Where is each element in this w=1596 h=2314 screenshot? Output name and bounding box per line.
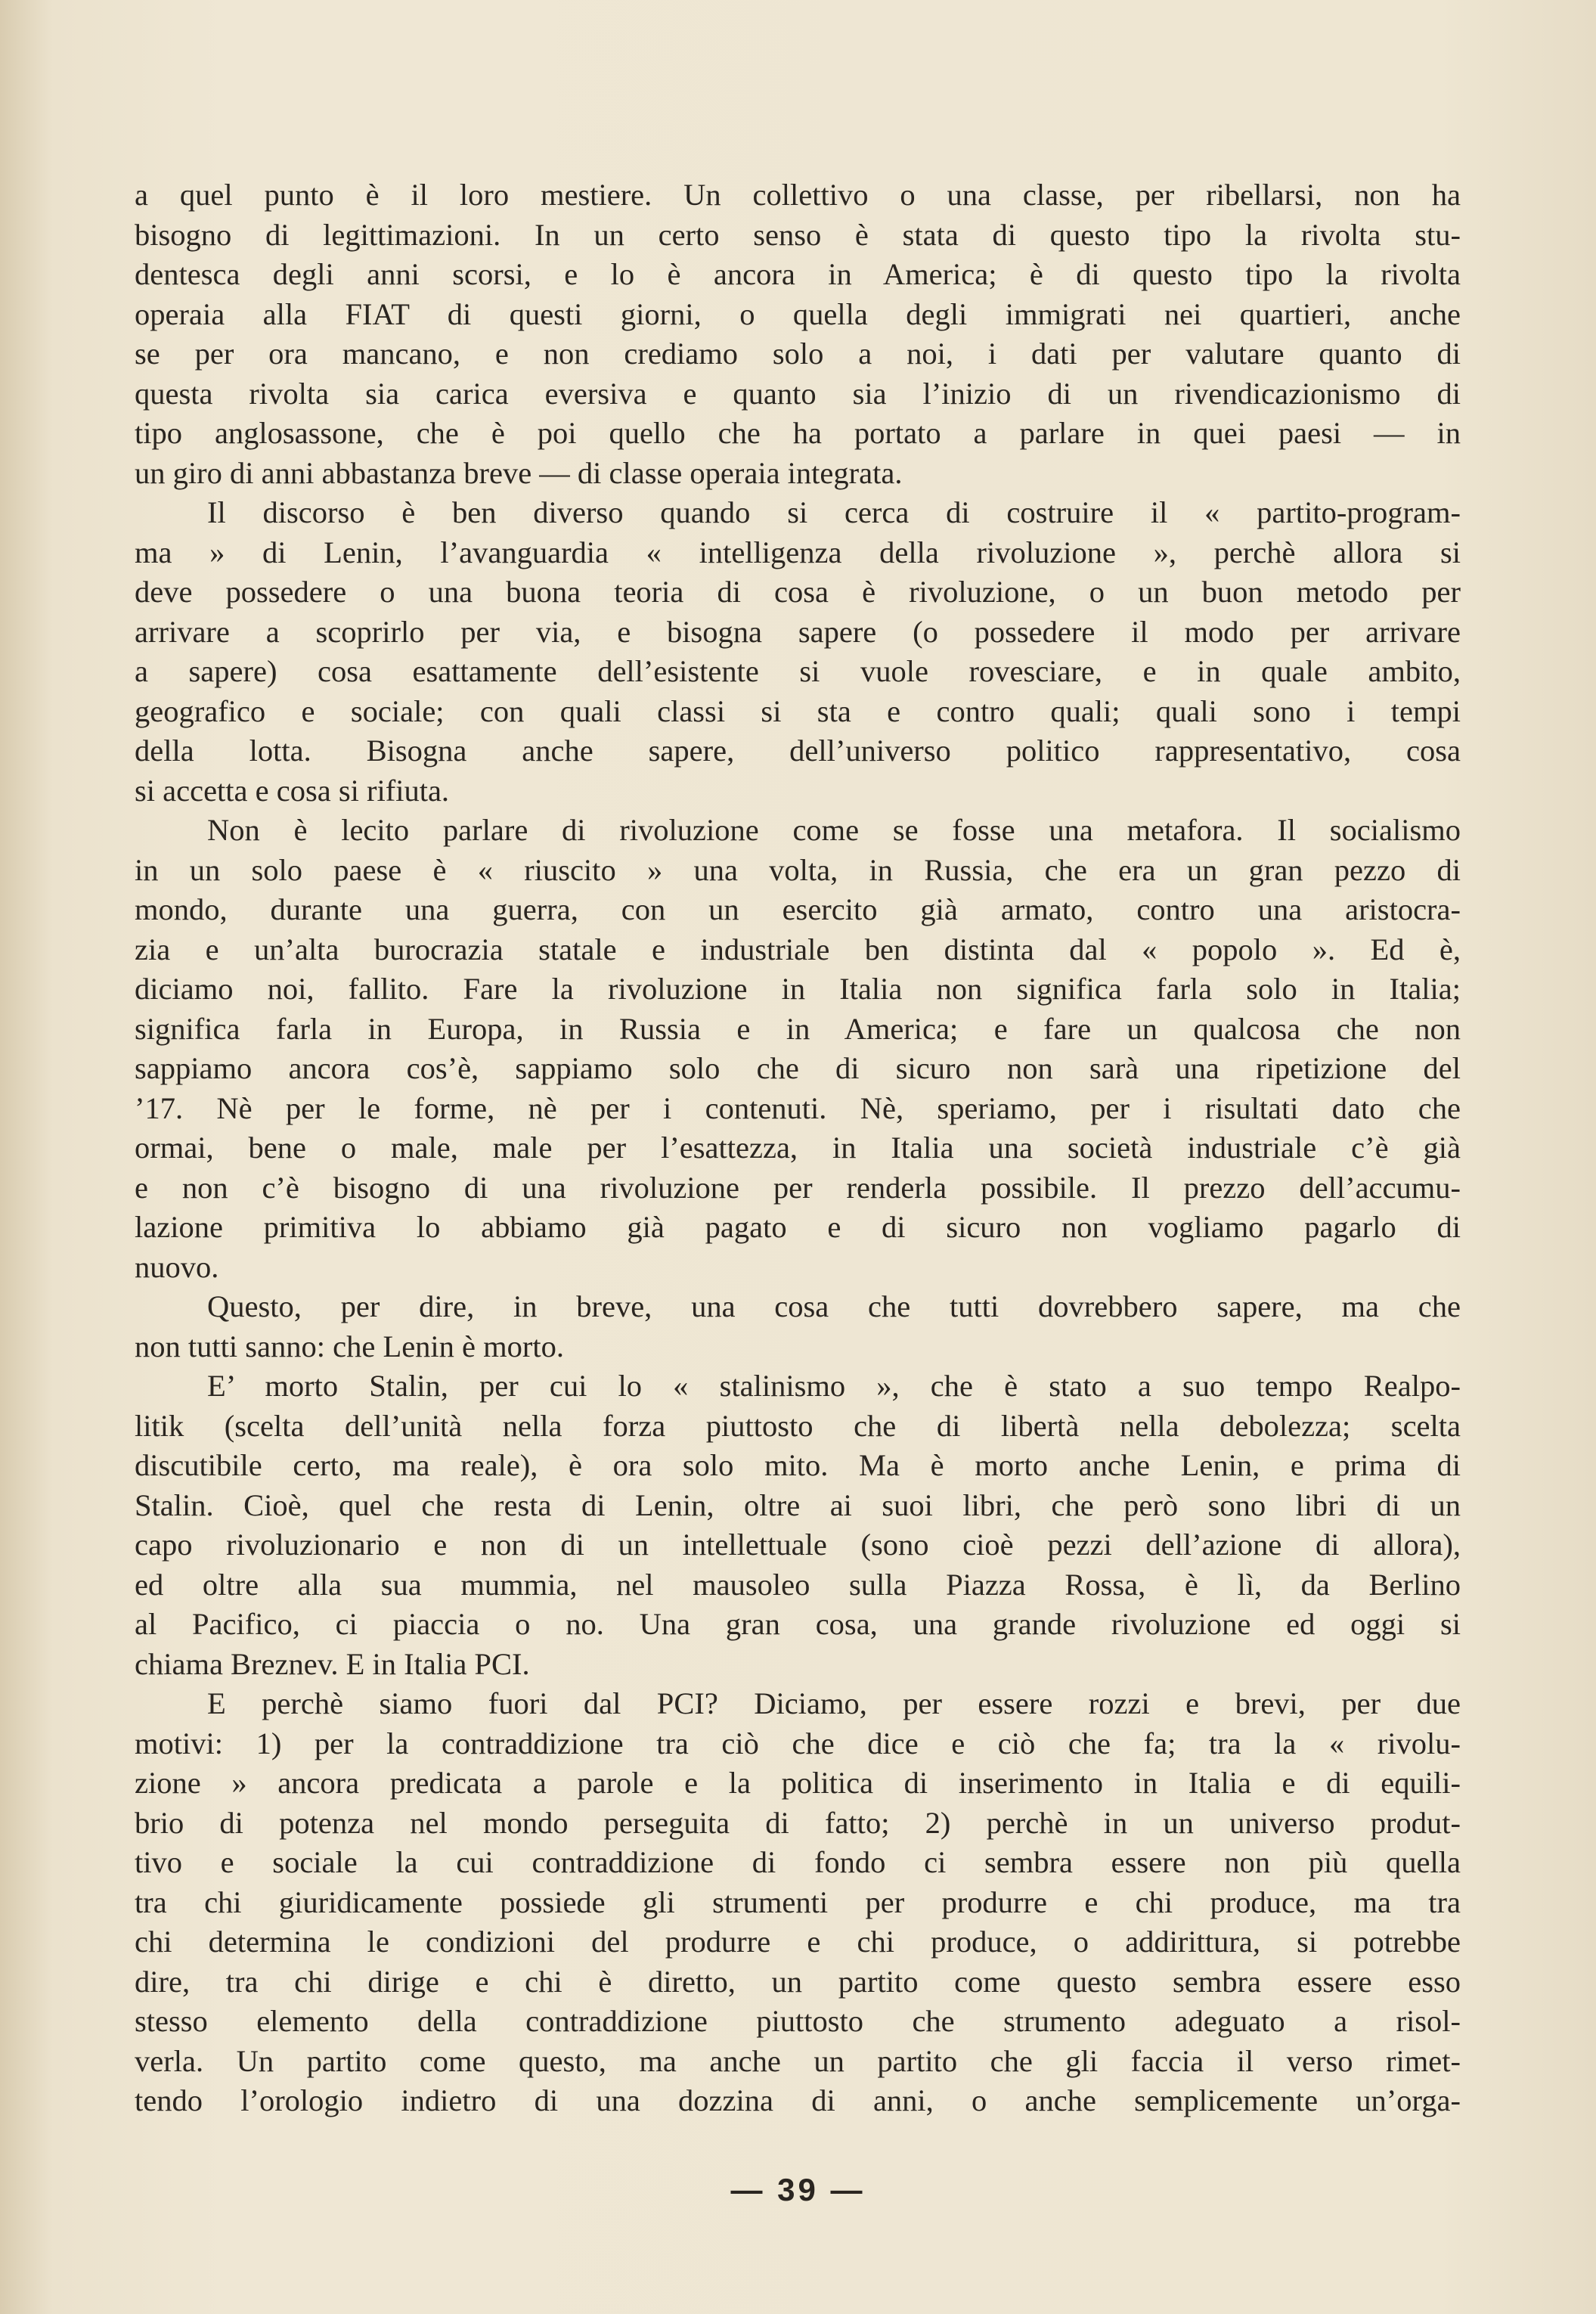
text-line: al Pacifico, ci piaccia o no. Una gran cosa, una grande rivoluzione ed oggi si (135, 1607, 1461, 1641)
text-line: motivi: 1) per la contraddizione tra ciò che dice e ciò che fa; tra la « rivolu- (135, 1726, 1461, 1760)
text-line: stesso elemento della contraddizione piuttosto che strumento adeguato a risol- (135, 2004, 1461, 2038)
text-line: E’ morto Stalin, per cui lo « stalinismo », che è stato a suo tempo Realpo- (207, 1369, 1461, 1403)
text-line: tendo l’orologio indietro di una dozzina di anni, o anche semplicemente un’orga- (135, 2083, 1461, 2117)
page-number: — 39 — (730, 2172, 866, 2207)
text-line: dire, tra chi dirige e chi è diretto, un partito come questo sembra essere esso (135, 1964, 1461, 1999)
text-line: ormai, bene o male, male per l’esattezza, in Italia una società industriale c’è già (135, 1131, 1461, 1165)
text-line: a sapere) cosa esattamente dell’esistente si vuole rovesciare, e in quale ambito, (135, 654, 1461, 688)
text-line: Stalin. Cioè, quel che resta di Lenin, oltre ai suoi libri, che però sono libri di un (135, 1487, 1461, 1522)
text-line: ma » di Lenin, l’avanguardia « intelligenza della rivoluzione », perchè allora si (135, 535, 1461, 569)
text-line: operaia alla FIAT di questi giorni, o quella degli immigrati nei quartieri, anche (135, 296, 1461, 331)
text-line: bisogno di legittimazioni. In un certo senso è stata di questo tipo la rivolta stu- (135, 217, 1461, 252)
text-line: geografico e sociale; con quali classi si sta e contro quali; quali sono i tempi (135, 693, 1461, 728)
text-line: chiama Breznev. E in Italia PCI. (135, 1646, 530, 1681)
text-line: E perchè siamo fuori dal PCI? Diciamo, per essere rozzi e brevi, per due (207, 1686, 1461, 1720)
text-line: non tutti sanno: che Lenin è morto. (135, 1329, 565, 1363)
text-line: zia e un’alta burocrazia statale e industriale ben distinta dal « popolo ». Ed è, (135, 932, 1461, 966)
text-line: ed oltre alla sua mummia, nel mausoleo sulla Piazza Rossa, è lì, da Berlino (135, 1567, 1461, 1602)
text-line: discutibile certo, ma reale), è ora solo mito. Ma è morto anche Lenin, e prima di (135, 1448, 1461, 1482)
text-line: zione » ancora predicata a parole e la politica di inserimento in Italia e di equili- (135, 1766, 1461, 1800)
text-line: in un solo paese è « riuscito » una volta, in Russia, che era un gran pezzo di (135, 852, 1461, 887)
text-line: e non c’è bisogno di una rivoluzione per renderla possibile. Il prezzo dell’accumu- (135, 1170, 1461, 1205)
text-line: capo rivoluzionario e non di un intellettuale (sono cioè pezzi dell’azione di allora), (135, 1528, 1461, 1562)
text-line: tra chi giuridicamente possiede gli strumenti per produrre e chi produce, ma tra (135, 1884, 1461, 1919)
text-line: un giro di anni abbastanza breve — di classe operaia integrata. (135, 455, 903, 490)
text-line: della lotta. Bisogna anche sapere, dell’universo politico rappresentativo, cosa (135, 734, 1461, 768)
text-line: a quel punto è il loro mestiere. Un collettivo o una classe, per ribellarsi, non ha (135, 178, 1461, 212)
text-line: significa farla in Europa, in Russia e in America; e fare un qualcosa che non (135, 1011, 1461, 1046)
text-line: dentesca degli anni scorsi, e lo è ancora in America; è di questo tipo la rivolta (135, 257, 1461, 291)
text-line: mondo, durante una guerra, con un esercito già armato, contro una aristocra- (135, 892, 1461, 926)
text-line: lazione primitiva lo abbiamo già pagato e di sicuro non vogliamo pagarlo di (135, 1210, 1461, 1244)
text-line: Il discorso è ben diverso quando si cerca di costruire il « partito-program- (207, 495, 1461, 529)
text-line: brio di potenza nel mondo perseguita di fatto; 2) perchè in un universo produt- (135, 1805, 1461, 1840)
text-line: Questo, per dire, in breve, una cosa che tutti dovrebbero sapere, ma che (207, 1289, 1461, 1323)
text-line: tivo e sociale la cui contraddizione di fondo ci sembra essere non più quella (135, 1845, 1461, 1879)
text-line: se per ora mancano, e non crediamo solo a noi, i dati per valutare quanto di (135, 337, 1461, 371)
text-line: verla. Un partito come questo, ma anche un partito che gli faccia il verso rimet- (135, 2043, 1461, 2078)
text-line: deve possedere o una buona teoria di cosa è rivoluzione, o un buon metodo per (135, 575, 1461, 609)
text-line: ’17. Nè per le forme, nè per i contenuti. Nè, speriamo, per i risultati dato che (135, 1090, 1461, 1125)
body-text (135, 175, 1461, 2121)
text-line: litik (scelta dell’unità nella forza piuttosto che di libertà nella debolezza; scelta (135, 1408, 1461, 1443)
text-line: nuovo. (135, 1249, 219, 1284)
text-line: tipo anglosassone, che è poi quello che ha portato a parlare in quei paesi — in (135, 416, 1461, 450)
text-line: questa rivolta sia carica eversiva e quanto sia l’inizio di un rivendicazionismo di (135, 376, 1461, 411)
text-line: arrivare a scoprirlo per via, e bisogna sapere (o possedere il modo per arrivare (135, 614, 1461, 649)
text-line: diciamo noi, fallito. Fare la rivoluzione in Italia non significa farla solo in Italia; (135, 972, 1461, 1006)
text-line: chi determina le condizioni del produrre e chi produce, o addirittura, si potrebbe (135, 1925, 1461, 1959)
text-line: Non è lecito parlare di rivoluzione come se fosse una metafora. Il socialismo (207, 813, 1461, 847)
text-line: si accetta e cosa si rifiuta. (135, 773, 450, 808)
text-line: sappiamo ancora cos’è, sappiamo solo che di sicuro non sarà una ripetizione del (135, 1051, 1461, 1085)
